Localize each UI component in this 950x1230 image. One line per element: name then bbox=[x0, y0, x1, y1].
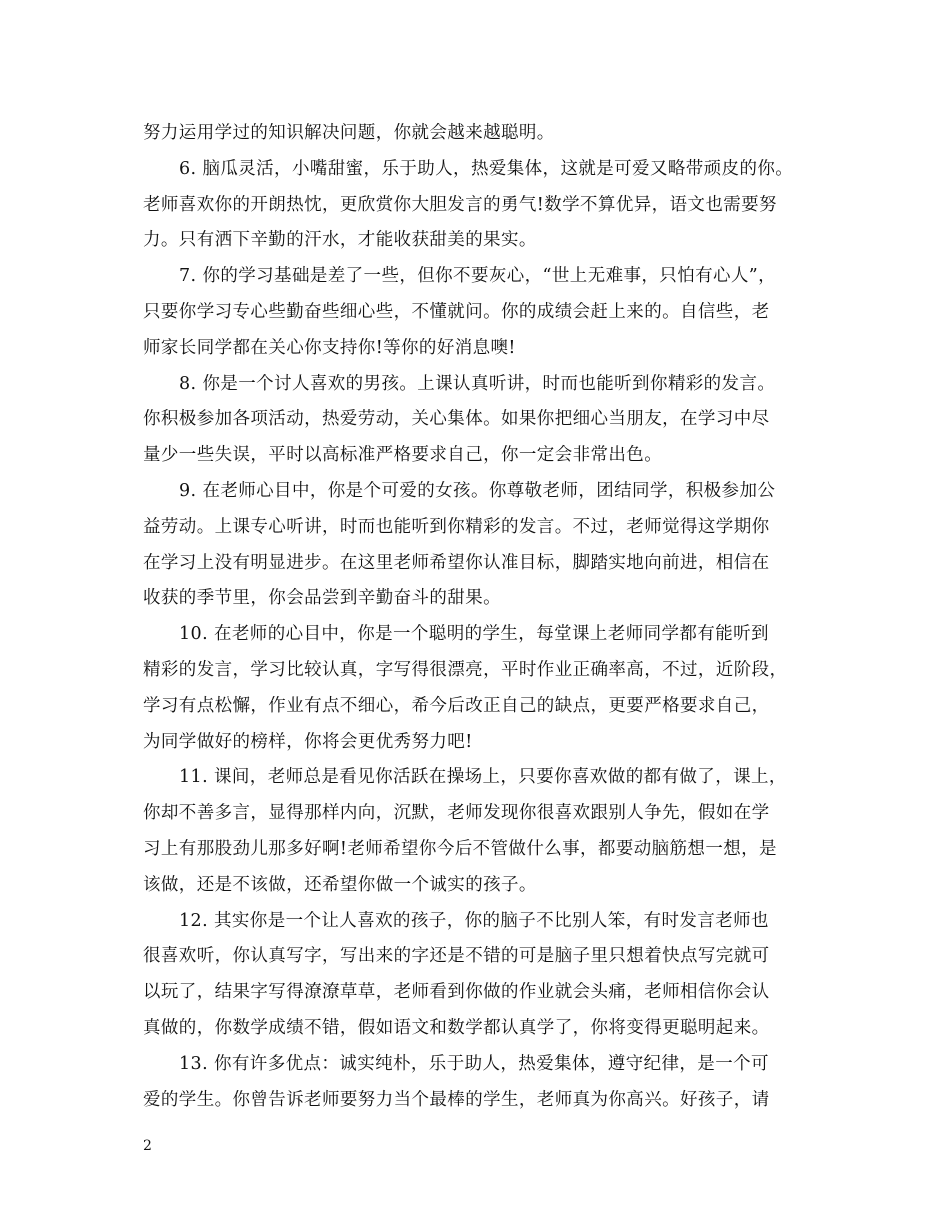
page-number: 2 bbox=[143, 1138, 152, 1154]
paragraph-line: 你却不善多言，显得那样内向，沉默，老师发现你很喜欢跟别人争先，假如在学 bbox=[143, 803, 770, 824]
paragraph-line: 学习有点松懈，作业有点不细心，希今后改正自己的缺点，更要严格要求自己， bbox=[143, 695, 770, 716]
paragraph-first-line: 13. 你有许多优点：诚实纯朴，乐于助人，热爱集体，遵守纪律，是一个可 bbox=[179, 1053, 769, 1074]
paragraph-line: 你积极参加各项活动，热爱劳动，关心集体。如果你把细心当朋友，在学习中尽 bbox=[143, 409, 770, 430]
paragraph-line: 量少一些失误，平时以高标准严格要求自己，你一定会非常出色。 bbox=[143, 445, 663, 466]
paragraph-line: 很喜欢听，你认真写字，写出来的字还是不错的可是脑子里只想着快点写完就可 bbox=[143, 946, 770, 967]
paragraph-line: 力。只有洒下辛勤的汗水，才能收获甜美的果实。 bbox=[143, 230, 537, 251]
paragraph-line: 益劳动。上课专心听讲，时而也能听到你精彩的发言。不过，老师觉得这学期你 bbox=[143, 516, 770, 537]
paragraph-line: 只要你学习专心些勤奋些细心些，不懂就问。你的成绩会赶上来的。自信些，老 bbox=[143, 301, 770, 322]
paragraph-line: 在学习上没有明显进步。在这里老师希望你认准目标，脚踏实地向前进，相信在 bbox=[143, 552, 770, 573]
paragraph-line: 精彩的发言，学习比较认真，字写得很漂亮，平时作业正确率高，不过，近阶段， bbox=[143, 659, 788, 680]
paragraph-first-line: 8. 你是一个讨人喜欢的男孩。上课认真听讲，时而也能听到你精彩的发言。 bbox=[179, 373, 776, 394]
paragraph-line: 师家长同学都在关心你支持你!等你的好消息噢! bbox=[143, 337, 516, 358]
paragraph-first-line: 10. 在老师的心目中，你是一个聪明的学生，每堂课上老师同学都有能听到 bbox=[179, 624, 769, 645]
paragraph-line: 该做，还是不该做，还希望你做一个诚实的孩子。 bbox=[143, 874, 537, 895]
paragraph-first-line: 12. 其实你是一个让人喜欢的孩子，你的脑子不比别人笨，有时发言老师也 bbox=[179, 910, 769, 931]
paragraph-line: 爱的学生。你曾告诉老师要努力当个最棒的学生，老师真为你高兴。好孩子，请 bbox=[143, 1089, 770, 1110]
document-body bbox=[143, 116, 813, 1118]
paragraph-line: 为同学做好的榜样，你将会更优秀努力吧! bbox=[143, 731, 473, 752]
paragraph-first-line: 7. 你的学习基础是差了一些，但你不要灰心，“世上无难事，只怕有心人”， bbox=[179, 266, 777, 287]
paragraph-first-line: 6. 脑瓜灵活，小嘴甜蜜，乐于助人，热爱集体，这就是可爱又略带顽皮的你。 bbox=[179, 158, 794, 179]
paragraph-line: 老师喜欢你的开朗热忱，更欣赏你大胆发言的勇气!数学不算优异，语文也需要努 bbox=[143, 194, 777, 215]
paragraph-first-line: 9. 在老师心目中，你是个可爱的女孩。你尊敬老师，团结同学，积极参加公 bbox=[179, 480, 776, 501]
paragraph-first-line: 11. 课间，老师总是看见你活跃在操场上，只要你喜欢做的都有做了，课上， bbox=[179, 767, 787, 788]
paragraph-line: 习上有那股劲儿那多好啊!老师希望你今后不管做什么事，都要动脑筋想一想，是 bbox=[143, 838, 777, 859]
paragraph-line: 以玩了，结果字写得潦潦草草，老师看到你做的作业就会头痛，老师相信你会认 bbox=[143, 982, 770, 1003]
paragraph-line: 真做的，你数学成绩不错，假如语文和数学都认真学了，你将变得更聪明起来。 bbox=[143, 1017, 770, 1038]
paragraph-line: 收获的季节里，你会品尝到辛勤奋斗的甜果。 bbox=[143, 588, 501, 609]
paragraph-line: 努力运用学过的知识解决问题，你就会越来越聪明。 bbox=[143, 123, 555, 143]
